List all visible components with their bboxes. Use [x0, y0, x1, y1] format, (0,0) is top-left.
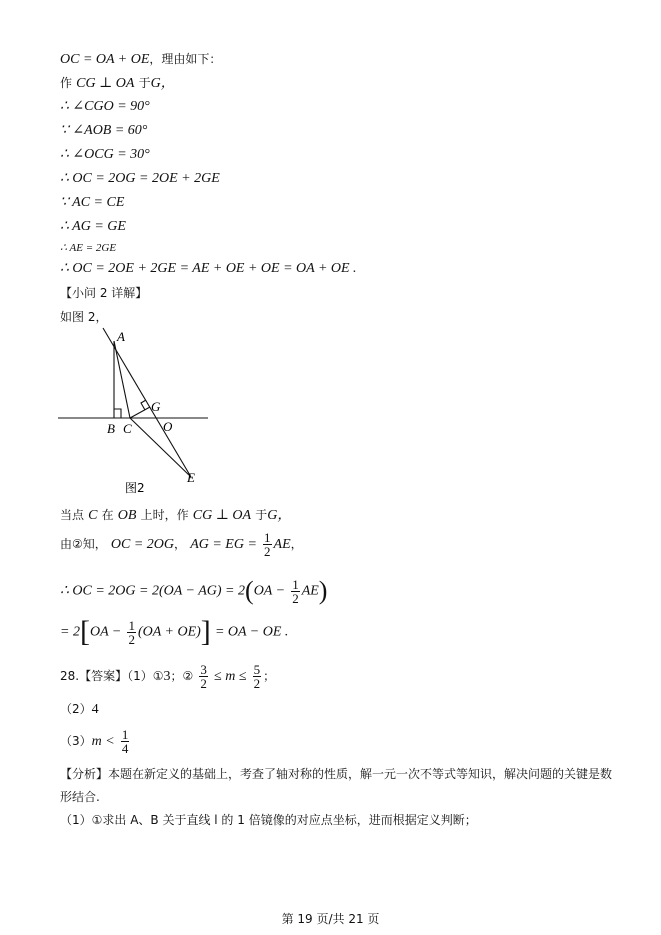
math-oa-minus-oe: = OA − OE . — [214, 624, 289, 640]
math-equals-2: = 2 — [60, 624, 80, 640]
line-ac — [114, 341, 130, 418]
analysis-line-3: （1）①求出 A、B 关于直线 l 的 1 倍镜像的对应点坐标，进而根据定义判断； — [60, 813, 477, 827]
line-ae-2ge: ∴ AE = 2GE — [60, 242, 117, 254]
label-e: E — [187, 470, 195, 485]
label-a: A — [117, 329, 125, 344]
ans1-end: ； — [263, 669, 276, 683]
line-oc-2og: ∴ OC = 2OG = 2OE + 2GE — [60, 171, 220, 186]
sub-heading-2: 【小问 2 详解】 — [60, 286, 148, 300]
figure-2 — [55, 325, 225, 500]
right-angle-g — [141, 400, 146, 410]
q28-answer-1 — [60, 661, 275, 692]
math-g: G， — [150, 76, 175, 91]
analysis-line-2: 形结合. — [60, 790, 100, 804]
text-yu: 于 — [138, 76, 151, 90]
line-angle-ocg: ∴ ∠OCG = 30° — [60, 147, 150, 162]
ans1-label: （1）① — [127, 669, 164, 683]
fraction-5-2: $\frac{5}{2}$ — [253, 662, 261, 691]
math-m-less: m < — [91, 734, 115, 749]
math-oc-2og: OC = 2OG — [110, 537, 175, 552]
math-ob: OB — [117, 508, 137, 523]
math-cg-perp-oa: CG ⊥ OA — [76, 76, 135, 91]
figure-caption: 图2 — [125, 481, 145, 495]
line-final-result: = 2[OA − $\frac{1}{2}$ (OA + OE)] = OA − OE . — [60, 615, 289, 648]
page-footer: 第 19 页/共 21 页 — [281, 912, 380, 926]
ans2-value: 4 — [91, 702, 99, 717]
line-ag-ge: ∴ AG = GE — [60, 219, 126, 234]
math-oc-expand: ∴ OC = 2OG = 2(OA − AG) = 2 — [60, 583, 246, 599]
fraction-3-2: $\frac{3}{2}$ — [200, 662, 207, 691]
text-yu-2: 于 — [255, 508, 268, 522]
math-ae: AE — [273, 537, 291, 552]
q28-answer-2 — [60, 701, 99, 718]
fraction-half-3: $\frac{1}{2}$ — [128, 617, 135, 647]
line-when-c-on-ob — [60, 507, 291, 524]
ans3-label: （3） — [60, 734, 92, 748]
label-b: B — [107, 421, 115, 436]
line-oc-expand: ∴ OC = 2OG = 2(OA − AG) = 2(OA − $\frac{1}{2}$ AE) — [60, 576, 328, 606]
math-oa-minus: OA − — [253, 583, 286, 599]
text-from-2: 由②知， — [60, 537, 107, 551]
math-oa-minus-2: OA − — [89, 624, 122, 640]
label-c: C — [123, 421, 132, 436]
ans1-sep: ；② — [170, 669, 194, 683]
line-angle-cgo: ∴ ∠CGO = 90° — [60, 99, 150, 114]
text-dangdian: 当点 — [60, 508, 85, 522]
fraction-half-2: $\frac{1}{2}$ — [292, 576, 299, 606]
q28-heading: 28.【答案】 — [60, 669, 128, 683]
analysis-line-1: 【分析】本题在新定义的基础上，考查了轴对称的性质，解一元一次不等式等知识，解决问题的关键是数 — [60, 767, 613, 781]
line-from-2: 由②知， OC = 2OG， AG = EG = $\frac{1}{2}$ AE， — [60, 530, 303, 559]
text-zai: 在 — [101, 508, 114, 522]
q28-answer-3 — [60, 725, 131, 758]
math-le-m-le: ≤ m ≤ — [214, 669, 247, 684]
math-oa-plus-oe: (OA + OE) — [137, 624, 201, 640]
label-o: O — [163, 419, 173, 434]
see-figure-2: 如图 2， — [60, 310, 108, 324]
math-ag-eg: AG = EG = — [190, 537, 257, 552]
ans2-label: （2） — [60, 702, 92, 716]
math-c: C — [88, 508, 98, 523]
line-angle-aob: ∵ ∠AOB = 60° — [60, 123, 148, 138]
line-ce — [130, 418, 191, 477]
line-cg — [130, 407, 150, 418]
fraction-1-4: $\frac{1}{4}$ — [121, 727, 129, 756]
line-construct-cg — [60, 75, 175, 92]
math-oc-oa-oe: OC = OA + OE — [60, 52, 150, 67]
line-oc-conclusion: ∴ OC = 2OE + 2GE = AE + OE + OE = OA + OE . — [60, 261, 357, 276]
label-g: G — [151, 399, 161, 414]
line-oc-equals — [60, 51, 221, 68]
text-reason: ，理由如下： — [149, 52, 222, 66]
right-angle-b — [114, 409, 121, 418]
math-cg-perp-oa-2: CG ⊥ OA — [192, 508, 252, 523]
fraction-half: $\frac{1}{2}$ — [264, 530, 271, 559]
line-ac-ce: ∵ AC = CE — [60, 195, 125, 210]
text-shangshi: 上时，作 — [140, 508, 189, 522]
math-g-2: G， — [267, 508, 292, 523]
text-zuo: 作 — [60, 76, 73, 90]
math-ae-2: AE — [301, 583, 319, 599]
ans1-value: 3 — [163, 669, 171, 684]
